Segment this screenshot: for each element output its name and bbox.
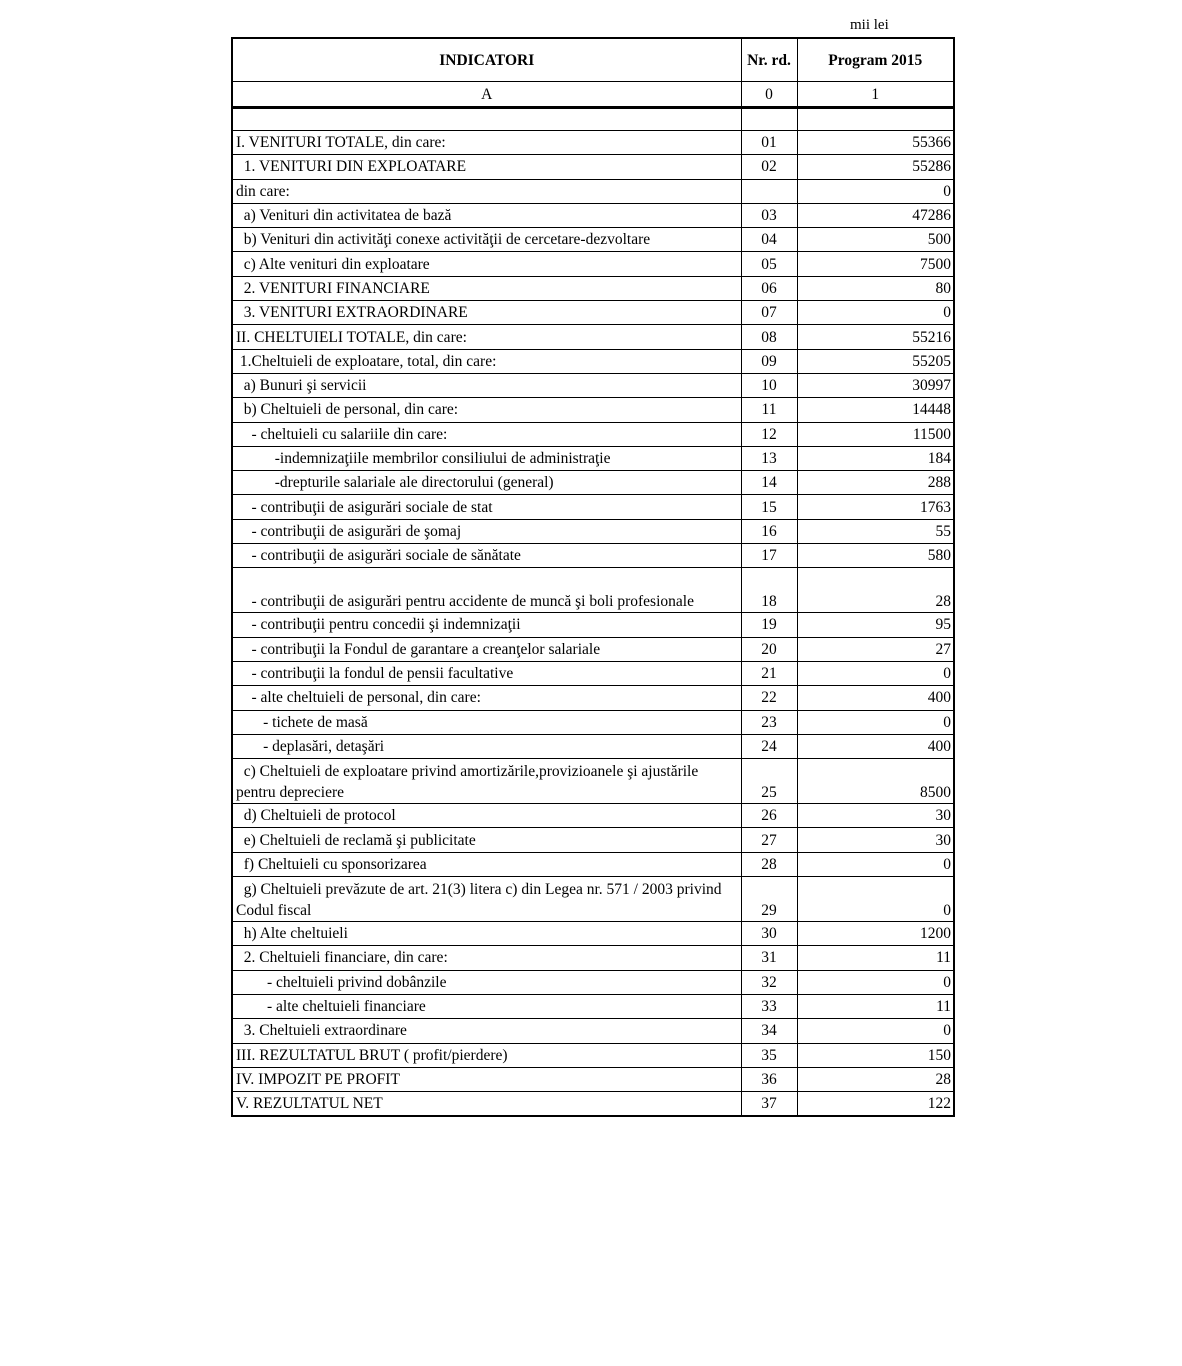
row-number: 17 bbox=[741, 544, 797, 568]
program-value: 7500 bbox=[797, 252, 954, 276]
indicator-label: -drepturile salariale ale directorului (general) bbox=[232, 471, 741, 495]
program-value: 11 bbox=[797, 946, 954, 970]
program-value: 8500 bbox=[797, 759, 954, 804]
program-value: 55 bbox=[797, 519, 954, 543]
indicator-label: - deplasări, detaşări bbox=[232, 734, 741, 758]
row-number: 23 bbox=[741, 710, 797, 734]
program-value: 55366 bbox=[797, 131, 954, 155]
program-value: 500 bbox=[797, 228, 954, 252]
table-row bbox=[232, 568, 954, 613]
indicator-label: - contribuţii la Fondul de garantare a creanţelor salariale bbox=[232, 637, 741, 661]
program-value: 30 bbox=[797, 828, 954, 852]
program-value: 80 bbox=[797, 276, 954, 300]
indicator-label: 2. Cheltuieli financiare, din care: bbox=[232, 946, 741, 970]
table-row bbox=[232, 252, 954, 276]
table-row bbox=[232, 422, 954, 446]
program-value: 0 bbox=[797, 179, 954, 203]
indicator-label: din care: bbox=[232, 179, 741, 203]
row-number: 04 bbox=[741, 228, 797, 252]
indicator-label: a) Venituri din activitatea de bază bbox=[232, 203, 741, 227]
indicator-label: I. VENITURI TOTALE, din care: bbox=[232, 131, 741, 155]
indicator-label: 3. Cheltuieli extraordinare bbox=[232, 1019, 741, 1043]
program-value: 0 bbox=[797, 877, 954, 922]
table-row bbox=[232, 686, 954, 710]
table-row bbox=[232, 495, 954, 519]
table-row bbox=[232, 373, 954, 397]
indicator-label: III. REZULTATUL BRUT ( profit/pierdere) bbox=[232, 1043, 741, 1067]
table-subheader-row bbox=[232, 82, 954, 108]
program-value: 400 bbox=[797, 734, 954, 758]
program-value: 30 bbox=[797, 804, 954, 828]
row-number: 03 bbox=[741, 203, 797, 227]
table-row bbox=[232, 710, 954, 734]
program-value: 150 bbox=[797, 1043, 954, 1067]
row-number: 05 bbox=[741, 252, 797, 276]
row-number: 26 bbox=[741, 804, 797, 828]
indicator-label: - contribuţii de asigurări pentru accidente de muncă şi boli profesionale bbox=[232, 568, 741, 613]
indicator-label: 2. VENITURI FINANCIARE bbox=[232, 276, 741, 300]
table-row bbox=[232, 179, 954, 203]
table-row bbox=[232, 1043, 954, 1067]
row-number: 28 bbox=[741, 852, 797, 876]
program-value: 28 bbox=[797, 568, 954, 613]
indicator-label: h) Alte cheltuieli bbox=[232, 922, 741, 946]
table-row bbox=[232, 661, 954, 685]
indicator-label: e) Cheltuieli de reclamă şi publicitate bbox=[232, 828, 741, 852]
indicator-label: - cheltuieli privind dobânzile bbox=[232, 970, 741, 994]
indicator-label: c) Cheltuieli de exploatare privind amortizările,provizioanele şi ajustările pentru depreciere bbox=[232, 759, 741, 804]
row-number: 33 bbox=[741, 994, 797, 1018]
row-number: 32 bbox=[741, 970, 797, 994]
program-value: 0 bbox=[797, 970, 954, 994]
indicator-label bbox=[232, 108, 741, 131]
program-value bbox=[797, 108, 954, 131]
table-row bbox=[232, 1067, 954, 1091]
table-row bbox=[232, 877, 954, 922]
table-row bbox=[232, 349, 954, 373]
table-row bbox=[232, 203, 954, 227]
indicator-label: 1. VENITURI DIN EXPLOATARE bbox=[232, 155, 741, 179]
indicator-label: 3. VENITURI EXTRAORDINARE bbox=[232, 301, 741, 325]
indicator-label: -indemnizaţiile membrilor consiliului de administraţie bbox=[232, 446, 741, 470]
row-number: 18 bbox=[741, 568, 797, 613]
program-value: 11 bbox=[797, 994, 954, 1018]
table-body bbox=[232, 108, 954, 1117]
row-number bbox=[741, 108, 797, 131]
indicator-label: c) Alte venituri din exploatare bbox=[232, 252, 741, 276]
program-value: 122 bbox=[797, 1092, 954, 1117]
subheader-0: 0 bbox=[741, 82, 797, 108]
program-value: 27 bbox=[797, 637, 954, 661]
row-number: 31 bbox=[741, 946, 797, 970]
program-value: 0 bbox=[797, 661, 954, 685]
indicator-label: b) Venituri din activităţi conexe activităţii de cercetare-dezvoltare bbox=[232, 228, 741, 252]
table-row bbox=[232, 471, 954, 495]
indicator-label: II. CHELTUIELI TOTALE, din care: bbox=[232, 325, 741, 349]
program-value: 580 bbox=[797, 544, 954, 568]
row-number: 22 bbox=[741, 686, 797, 710]
table-row bbox=[232, 970, 954, 994]
row-number: 27 bbox=[741, 828, 797, 852]
header-indicatori: INDICATORI bbox=[232, 38, 741, 82]
table-row bbox=[232, 108, 954, 131]
row-number: 09 bbox=[741, 349, 797, 373]
row-number: 10 bbox=[741, 373, 797, 397]
row-number: 12 bbox=[741, 422, 797, 446]
indicator-label: - contribuţii la fondul de pensii facultative bbox=[232, 661, 741, 685]
indicator-label: 1.Cheltuieli de exploatare, total, din care: bbox=[232, 349, 741, 373]
indicator-label: d) Cheltuieli de protocol bbox=[232, 804, 741, 828]
indicator-label: IV. IMPOZIT PE PROFIT bbox=[232, 1067, 741, 1091]
header-program: Program 2015 bbox=[797, 38, 954, 82]
program-value: 1200 bbox=[797, 922, 954, 946]
row-number: 30 bbox=[741, 922, 797, 946]
table-row bbox=[232, 519, 954, 543]
program-value: 0 bbox=[797, 852, 954, 876]
row-number: 02 bbox=[741, 155, 797, 179]
row-number: 13 bbox=[741, 446, 797, 470]
row-number: 35 bbox=[741, 1043, 797, 1067]
table-row bbox=[232, 1092, 954, 1117]
program-value: 400 bbox=[797, 686, 954, 710]
indicator-label: - alte cheltuieli financiare bbox=[232, 994, 741, 1018]
row-number: 36 bbox=[741, 1067, 797, 1091]
program-value: 30997 bbox=[797, 373, 954, 397]
program-value: 1763 bbox=[797, 495, 954, 519]
table-row bbox=[232, 734, 954, 758]
indicator-label: V. REZULTATUL NET bbox=[232, 1092, 741, 1117]
program-value: 55205 bbox=[797, 349, 954, 373]
program-value: 55286 bbox=[797, 155, 954, 179]
row-number: 08 bbox=[741, 325, 797, 349]
program-value: 28 bbox=[797, 1067, 954, 1091]
table-row bbox=[232, 228, 954, 252]
indicator-label: a) Bunuri şi servicii bbox=[232, 373, 741, 397]
indicator-label: - tichete de masă bbox=[232, 710, 741, 734]
row-number: 15 bbox=[741, 495, 797, 519]
program-value: 14448 bbox=[797, 398, 954, 422]
row-number: 21 bbox=[741, 661, 797, 685]
row-number: 25 bbox=[741, 759, 797, 804]
indicator-label: - cheltuieli cu salariile din care: bbox=[232, 422, 741, 446]
program-value: 184 bbox=[797, 446, 954, 470]
table-row bbox=[232, 1019, 954, 1043]
table-header-row bbox=[232, 38, 954, 82]
indicator-label: - contribuţii pentru concedii şi indemnizaţii bbox=[232, 613, 741, 637]
program-value: 0 bbox=[797, 710, 954, 734]
header-nr-rd: Nr. rd. bbox=[741, 38, 797, 82]
table-row bbox=[232, 155, 954, 179]
program-value: 11500 bbox=[797, 422, 954, 446]
program-value: 55216 bbox=[797, 325, 954, 349]
row-number: 34 bbox=[741, 1019, 797, 1043]
program-value: 0 bbox=[797, 301, 954, 325]
row-number: 07 bbox=[741, 301, 797, 325]
program-value: 95 bbox=[797, 613, 954, 637]
table-row bbox=[232, 446, 954, 470]
table-row bbox=[232, 922, 954, 946]
program-value: 47286 bbox=[797, 203, 954, 227]
row-number bbox=[741, 179, 797, 203]
unit-label: mii lei bbox=[850, 17, 889, 33]
program-value: 288 bbox=[797, 471, 954, 495]
table-row bbox=[232, 828, 954, 852]
row-number: 24 bbox=[741, 734, 797, 758]
table-row bbox=[232, 637, 954, 661]
table-row bbox=[232, 544, 954, 568]
row-number: 06 bbox=[741, 276, 797, 300]
indicator-label: - alte cheltuieli de personal, din care: bbox=[232, 686, 741, 710]
indicator-label: - contribuţii de asigurări sociale de sănătate bbox=[232, 544, 741, 568]
indicator-label: - contribuţii de asigurări sociale de stat bbox=[232, 495, 741, 519]
table-row bbox=[232, 852, 954, 876]
table-row bbox=[232, 398, 954, 422]
table-row bbox=[232, 994, 954, 1018]
table-row bbox=[232, 946, 954, 970]
subheader-1: 1 bbox=[797, 82, 954, 108]
subheader-a: A bbox=[232, 82, 741, 108]
indicator-label: g) Cheltuieli prevăzute de art. 21(3) litera c) din Legea nr. 571 / 2003 privind Codul fiscal bbox=[232, 877, 741, 922]
table-row bbox=[232, 325, 954, 349]
row-number: 37 bbox=[741, 1092, 797, 1117]
row-number: 20 bbox=[741, 637, 797, 661]
table-row bbox=[232, 759, 954, 804]
table-row bbox=[232, 131, 954, 155]
row-number: 16 bbox=[741, 519, 797, 543]
indicator-label: b) Cheltuieli de personal, din care: bbox=[232, 398, 741, 422]
table-row bbox=[232, 301, 954, 325]
program-value: 0 bbox=[797, 1019, 954, 1043]
indicators-table bbox=[231, 37, 955, 1117]
table-row bbox=[232, 613, 954, 637]
row-number: 11 bbox=[741, 398, 797, 422]
table-row bbox=[232, 276, 954, 300]
row-number: 01 bbox=[741, 131, 797, 155]
row-number: 14 bbox=[741, 471, 797, 495]
indicator-label: f) Cheltuieli cu sponsorizarea bbox=[232, 852, 741, 876]
row-number: 29 bbox=[741, 877, 797, 922]
row-number: 19 bbox=[741, 613, 797, 637]
indicator-label: - contribuţii de asigurări de şomaj bbox=[232, 519, 741, 543]
table-row bbox=[232, 804, 954, 828]
